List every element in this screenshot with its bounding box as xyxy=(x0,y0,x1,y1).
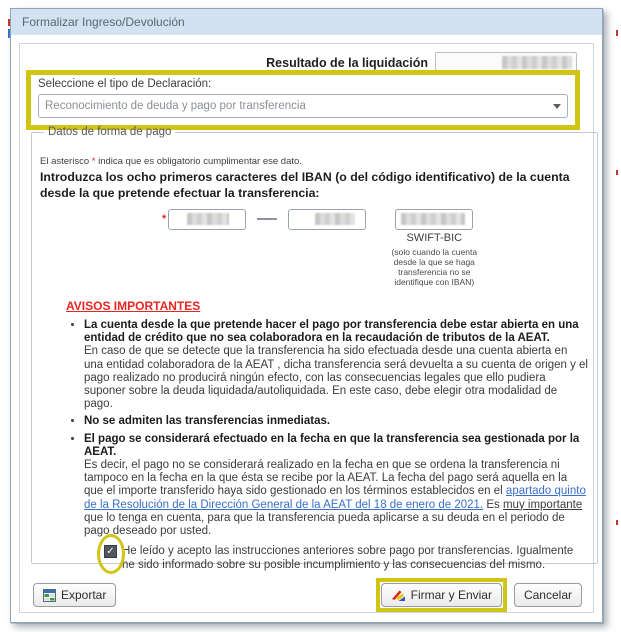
iban-input-row xyxy=(162,209,589,287)
iban-instruction: Introduzca los ocho primeros caracteres del IBAN (o del código identificativo) de la cuenta desde la que pretende efectuar la transferencia: xyxy=(40,170,570,200)
redacted-value xyxy=(502,56,572,69)
page-artifact xyxy=(616,170,618,175)
notice-text-segment: que lo tenga en cuenta, para que la transferencia pueda aplicarse a su deuda en el periodo de pago deseado por usted. xyxy=(84,511,565,538)
iban-separator-dash xyxy=(257,218,277,220)
checkbox-wrap xyxy=(104,545,117,558)
asterisk-mark: * xyxy=(91,156,96,167)
declaration-highlight-annotation xyxy=(26,70,580,130)
formalizar-dialog xyxy=(10,8,603,623)
declaration-type-select[interactable] xyxy=(38,94,568,118)
resolution-link[interactable]: apartado quinto de la Resolución de la Dirección General de la AEAT del 18 de enero de 2021. xyxy=(84,485,586,511)
important-notices-list xyxy=(68,319,589,538)
dialog-body xyxy=(19,43,594,613)
spreadsheet-export-icon xyxy=(43,589,56,602)
page-artifact xyxy=(616,30,618,36)
accept-checkbox[interactable] xyxy=(104,545,117,558)
page-artifact xyxy=(616,520,618,525)
dropdown-button[interactable] xyxy=(547,95,567,117)
iban-entity-field[interactable] xyxy=(168,209,246,230)
swift-bic-column xyxy=(379,209,489,287)
swift-bic-note: (solo cuando la cuenta desde la que se haga transferencia no se identifique con IBAN) xyxy=(391,247,478,287)
notice-bold-text: • El pago se considerará efectuado en la fecha en que la transferencia sea gestionada por la AEAT. xyxy=(84,432,580,458)
footer-button-bar xyxy=(33,578,582,612)
notice-text-segment: Es decir, el pago no se considerará realizado en la fecha en que se ordena la transferencia ni tampoco en la fecha en la que ésta se recibe por la AEAT. La fecha del pago será aquella en la que el importe transferido haya sido gestionado en los términos establecidos en el xyxy=(84,459,568,498)
footer-right-group xyxy=(376,578,582,612)
payment-data-legend: Datos de forma de pago xyxy=(48,126,172,138)
cancel-button-label: Cancelar xyxy=(523,588,572,602)
notice-text-segment: Es xyxy=(483,498,503,511)
redacted-value xyxy=(401,213,465,225)
notice-bold-text: • No se admiten las transferencias inmediatas. xyxy=(84,415,331,428)
notice-bold-text: • La cuenta desde la que pretende hacer el pago por transferencia debe estar abierta en una entidad de crédito que no sea colaboradora en la recaudación de tributos de la AEAT. xyxy=(84,319,579,345)
sign-button-highlight-annotation xyxy=(376,578,507,612)
dialog-title: Formalizar Ingreso/Devolución xyxy=(22,15,185,29)
sign-and-send-label: Firmar y Enviar xyxy=(410,588,492,602)
emphasized-text: muy importante xyxy=(502,498,583,511)
chevron-down-icon xyxy=(553,104,561,109)
dialog-titlebar xyxy=(11,9,602,35)
liquidation-result-label: Resultado de la liquidación xyxy=(266,56,428,70)
export-button[interactable] xyxy=(33,583,116,607)
export-button-label: Exportar xyxy=(61,588,107,602)
declaration-selected-option: Reconocimiento de deuda y pago por transferencia xyxy=(45,100,306,112)
declaration-type-label: Seleccione el tipo de Declaración: xyxy=(38,78,212,90)
accept-terms-row xyxy=(104,544,582,572)
swift-bic-label: SWIFT-BIC xyxy=(406,232,463,244)
important-notices-title: AVISOS IMPORTANTES xyxy=(66,299,201,313)
redacted-value xyxy=(315,213,355,225)
notice-item xyxy=(84,433,589,539)
redacted-value xyxy=(187,213,229,225)
cancel-button[interactable] xyxy=(514,583,582,607)
accept-checkbox-label: He leído y acepto las instrucciones anteriores sobre pago por transferencias. Igualmente he sido informado sobre su posible incumplimiento y las consecuencias del mismo. xyxy=(122,545,574,572)
required-field-note xyxy=(40,156,589,167)
required-asterisk: * xyxy=(162,213,167,225)
sign-and-send-button[interactable] xyxy=(381,583,502,607)
payment-data-fieldset xyxy=(31,126,598,572)
iban-branch-field[interactable] xyxy=(288,209,366,230)
notice-text xyxy=(84,459,589,538)
swift-bic-field[interactable] xyxy=(395,209,473,230)
required-note-text: indica que es obligatorio cumplimentar ese dato. xyxy=(95,156,302,167)
notice-item xyxy=(84,319,589,411)
required-note-text: El asterisco xyxy=(40,156,92,167)
autofirma-icon xyxy=(391,589,406,602)
notice-item xyxy=(84,415,589,428)
notice-text: En caso de que se detecte que la transferencia ha sido efectuada desde una cuenta abierta en una entidad colaboradora de la AEAT , dicha transferencia será devuelta a su cuenta de origen y el pago realizado no producirá ningún efecto, con las consecuencias legales que ello pudiera suponer sobre la deuda liquidada/autoliquidada. En este caso, debe elegir otra modalidad de pago. xyxy=(84,345,588,411)
